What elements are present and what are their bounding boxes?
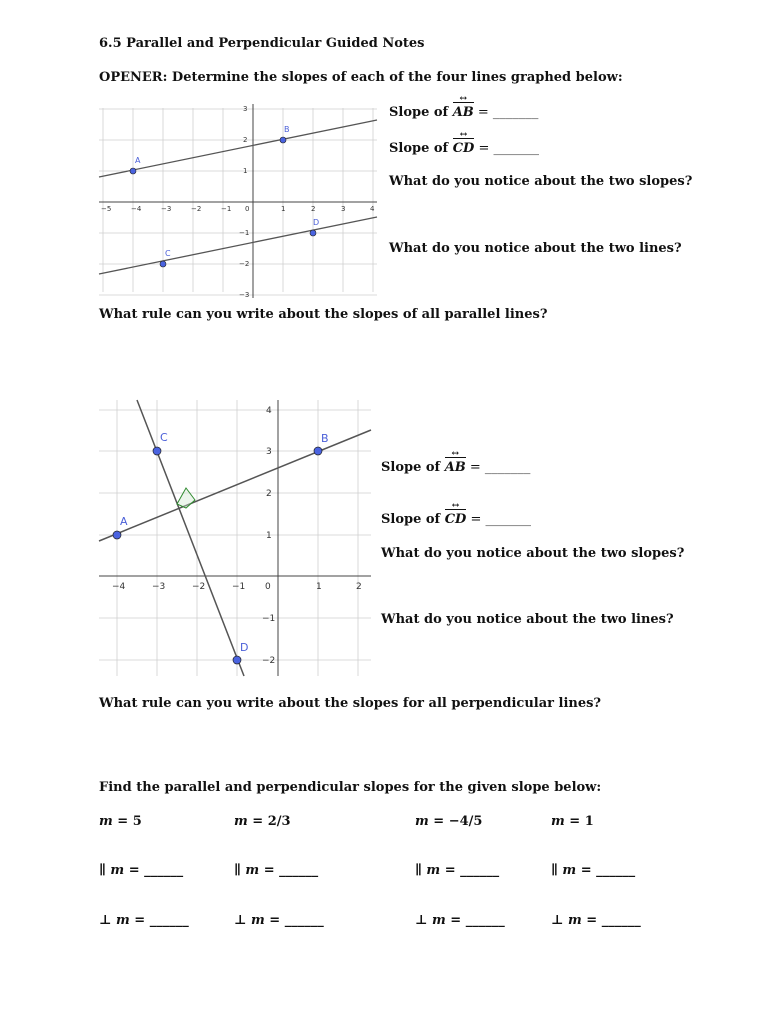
parallel-slope-blank-2: ∥ m = ______ [234, 863, 319, 878]
point-c [153, 447, 161, 455]
question-lines-2: What do you notice about the two lines? [381, 612, 674, 627]
x-tick: 2 [311, 205, 316, 213]
x-tick: −2 [192, 582, 206, 592]
slope-cd-prompt-2: Slope of CD ↔ = _______ [381, 512, 531, 527]
y-tick: 4 [266, 406, 272, 416]
perpendicular-slope-blank-4: ⊥ m = ______ [551, 913, 641, 928]
given-slope-4: m = 1 [551, 814, 594, 829]
y-tick: 2 [266, 489, 272, 499]
point-label: C [160, 431, 168, 444]
given-slope-2: m = 2/3 [234, 814, 291, 829]
x-tick: −3 [152, 582, 166, 592]
graph2-lines [99, 400, 371, 676]
rule-question-perpendicular: What rule can you write about the slopes for all perpendicular lines? [99, 696, 602, 711]
graph2-point-labels [120, 431, 329, 654]
x-tick: 4 [370, 205, 375, 213]
y-tick: 3 [266, 447, 272, 457]
y-tick: 1 [243, 167, 248, 175]
parallel-slope-blank-3: ∥ m = ______ [415, 863, 500, 878]
find-slopes-prompt: Find the parallel and perpendicular slopes for the given slope below: [99, 780, 602, 795]
point-d [233, 656, 241, 664]
x-tick: 1 [316, 582, 322, 592]
graph2-grid [99, 400, 371, 676]
line-cd [137, 400, 244, 676]
right-angle-marker [177, 488, 195, 508]
point-label: A [135, 156, 141, 165]
line-cd [99, 217, 377, 274]
y-tick: −1 [262, 614, 276, 624]
perpendicular-slope-blank-1: ⊥ m = ______ [99, 913, 189, 928]
x-tick: −1 [232, 582, 246, 592]
perpendicular-slope-blank-3: ⊥ m = ______ [415, 913, 505, 928]
graph2-axes [99, 400, 371, 676]
point-a [130, 168, 136, 174]
given-slope-1: m = 5 [99, 814, 142, 829]
point-a [113, 531, 121, 539]
page-title: 6.5 Parallel and Perpendicular Guided Notes [99, 36, 425, 51]
x-tick: 2 [356, 582, 362, 592]
line-ab [99, 120, 377, 177]
point-b [280, 137, 286, 143]
point-label: C [165, 249, 171, 258]
rule-question-parallel: What rule can you write about the slopes of all parallel lines? [99, 307, 548, 322]
graph2-x-tick-labels [112, 582, 362, 592]
point-label: B [284, 125, 290, 134]
x-tick: 3 [341, 205, 346, 213]
point-label: D [240, 641, 249, 654]
x-tick: −5 [101, 205, 112, 213]
x-tick: 0 [265, 582, 271, 592]
x-tick: −2 [191, 205, 202, 213]
question-slopes-2: What do you notice about the two slopes? [381, 546, 685, 561]
slope-cd-prompt-1: Slope of CD ↔ = _______ [389, 141, 539, 156]
x-tick: −4 [112, 582, 126, 592]
point-label: B [321, 432, 329, 445]
y-tick: −2 [239, 260, 250, 268]
parallel-slope-blank-4: ∥ m = ______ [551, 863, 636, 878]
point-b [314, 447, 322, 455]
graph1-lines [99, 120, 377, 274]
opener-text: OPENER: Determine the slopes of each of the four lines graphed below: [99, 70, 623, 85]
slope-ab-prompt-1: Slope of AB ↔ = _______ [389, 105, 538, 120]
y-tick: 1 [266, 531, 272, 541]
line-ab [99, 430, 371, 541]
question-lines-1: What do you notice about the two lines? [389, 241, 682, 256]
graph2-points [113, 447, 322, 664]
graph1-axes [99, 104, 377, 298]
graph-perpendicular-lines [97, 398, 377, 680]
question-slopes-1: What do you notice about the two slopes? [389, 174, 693, 189]
y-tick: 2 [243, 136, 248, 144]
graph-parallel-lines [95, 100, 385, 300]
parallel-slope-blank-1: ∥ m = ______ [99, 863, 184, 878]
graph1-x-tick-labels [101, 205, 375, 213]
y-tick: 3 [243, 105, 248, 113]
y-tick: −2 [262, 656, 276, 666]
point-c [160, 261, 166, 267]
x-tick: −1 [221, 205, 232, 213]
graph2-y-tick-labels [262, 406, 275, 666]
y-tick: −3 [239, 291, 250, 299]
slope-ab-prompt-2: Slope of AB ↔ = _______ [381, 460, 530, 475]
x-tick: −3 [161, 205, 172, 213]
x-tick: 1 [281, 205, 286, 213]
point-label: A [120, 515, 128, 528]
y-tick: −1 [239, 229, 250, 237]
x-tick: 0 [245, 205, 250, 213]
perpendicular-slope-blank-2: ⊥ m = ______ [234, 913, 324, 928]
point-label: D [313, 218, 320, 227]
x-tick: −4 [131, 205, 142, 213]
point-d [310, 230, 316, 236]
given-slope-3: m = −4/5 [415, 814, 483, 829]
